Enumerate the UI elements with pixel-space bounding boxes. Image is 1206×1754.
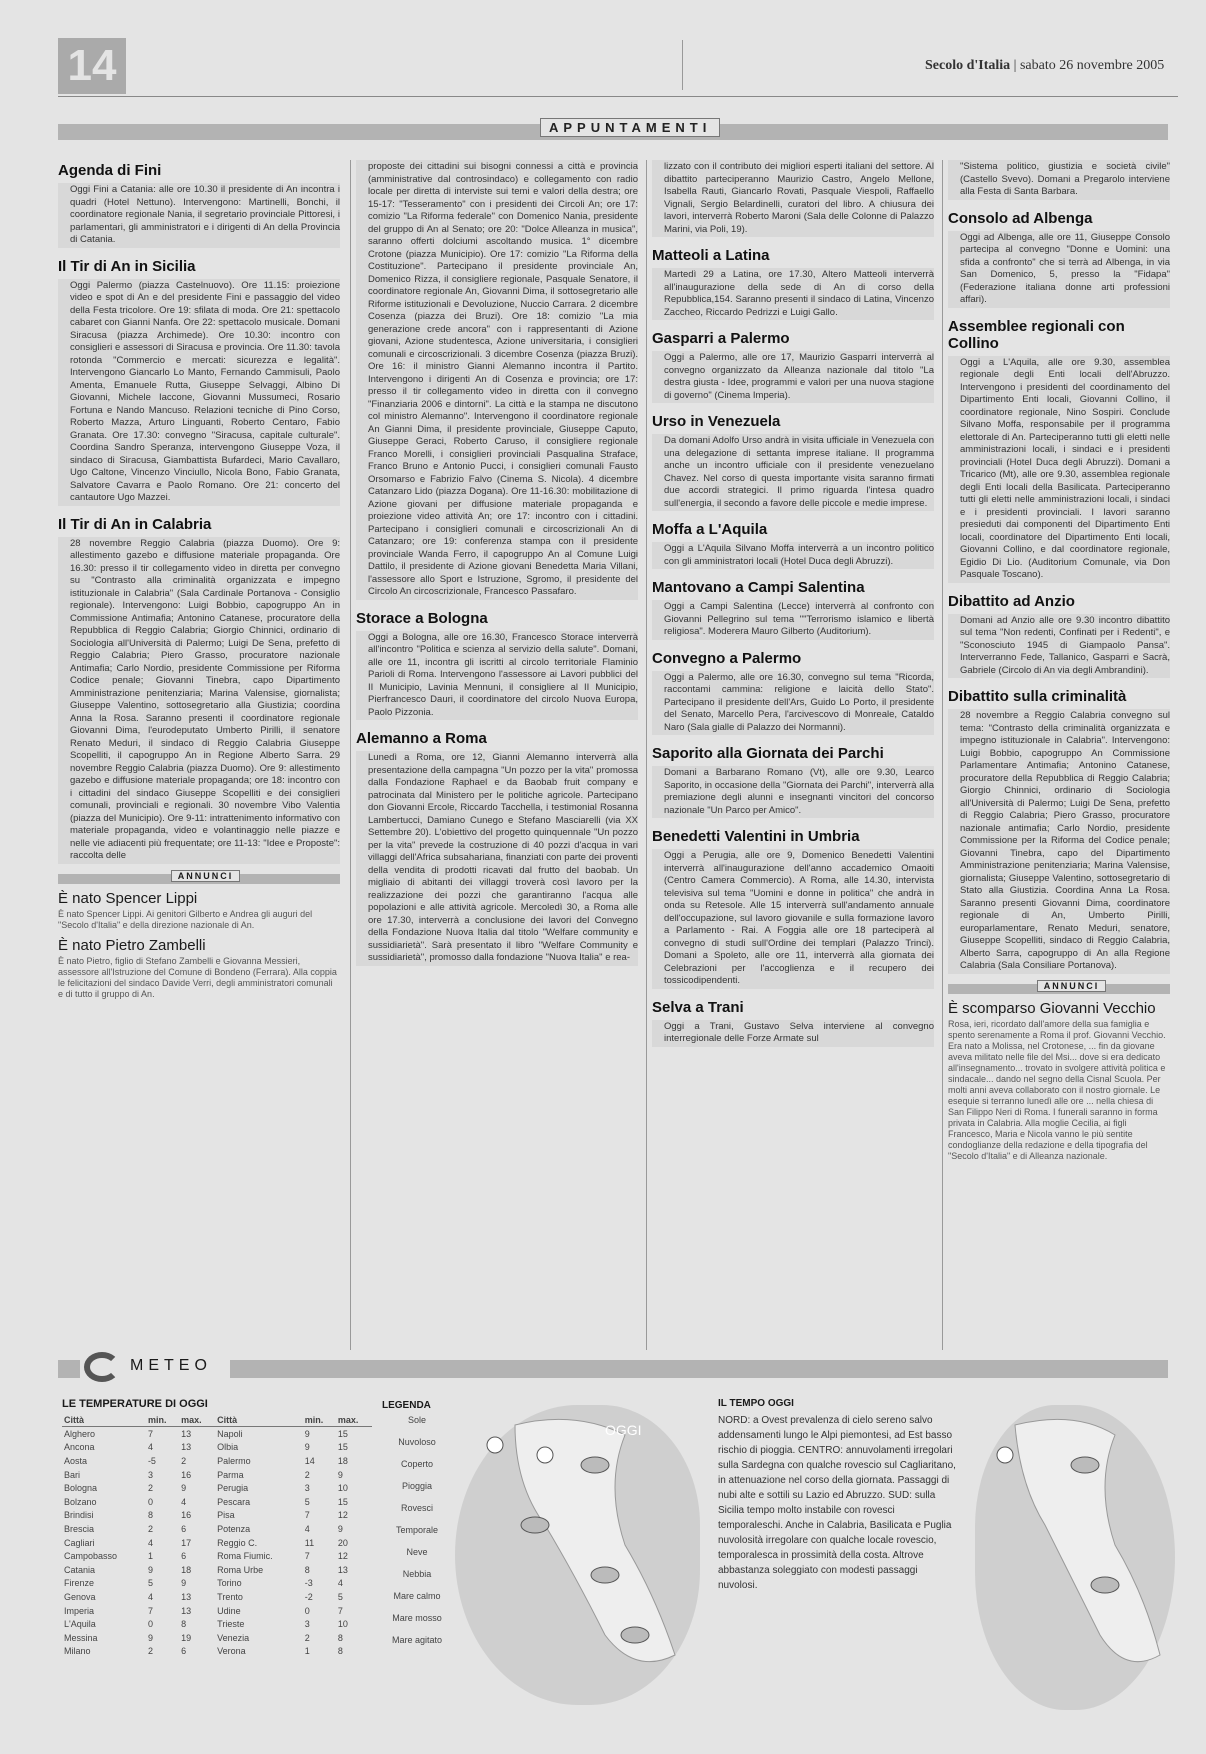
table-cell: -2 [304, 1591, 313, 1602]
article [948, 210, 1170, 308]
table-cell: 9 [147, 1564, 153, 1575]
section-title: APPUNTAMENTI [540, 118, 720, 137]
col-header: Città [215, 1414, 303, 1427]
table-cell: -5 [147, 1455, 156, 1466]
table-cell: 13 [181, 1591, 192, 1602]
article [652, 745, 934, 818]
table-cell: 4 [181, 1496, 187, 1507]
table-row [62, 1590, 372, 1604]
article-body: Oggi a Palermo, alle ore 16.30, convegno sul tema "Ricorda, raccontami cammina: religione e laicità dello Stato". Partecipano il presidente dell'Ars, Guido Lo Porto, il presidente del Senato, Marcello Pera, l'arcivescovo di Monreale, Cataldo Naro (Sala gialle di Palazzo dei Normanni). [652, 671, 934, 736]
table-cell: 9 [304, 1428, 310, 1439]
article-body: Oggi a Trani, Gustavo Selva interviene al convegno interregionale delle Forze Armate sul [652, 1020, 934, 1047]
legend-item: Sole [407, 1415, 426, 1425]
temperature-table [62, 1398, 372, 1658]
table-cell: 8 [147, 1510, 153, 1521]
article [652, 160, 934, 237]
legend-item: Neve [406, 1547, 428, 1557]
table-row [62, 1468, 372, 1482]
table-cell: 13 [181, 1428, 192, 1439]
table-cell: 0 [147, 1619, 153, 1630]
table-cell: 7 [304, 1551, 310, 1562]
table-cell: 8 [304, 1564, 310, 1575]
table-cell: Cagliari [64, 1537, 95, 1548]
article [652, 413, 934, 511]
announcement-body: Rosa, ieri, ricordato dall'amore della sua famiglia e spento serenamente a Roma il prof. Giovanni Vecchio. Era nato a Molissa, nel Crotonese, ... fin da giovane aveva militato nelle file del Msi... dove si era dedicato all'insegnamento... trovato in svolgere attività politica e sindacale... dando nel segno della Cisnal Scuola. Per molti anni aveva collaborato con il nostro giornale. Le esequie si terranno lunedì alle ore ... nella chiesa di San Filippo Neri di Roma. I funerali saranno in forma privata in Calabria. Alla moglie Cecilia, ai figli Francesco, Maria e Nicola vanno le più sentite condoglianze della redazione e della tipografia del "Secolo d'Italia" e di Alleanza nazionale. [948, 1018, 1166, 1161]
table-cell: Venezia [217, 1632, 250, 1643]
announcement [948, 1000, 1170, 1162]
table-cell: L'Aquila [64, 1619, 96, 1630]
table-cell: 3 [304, 1483, 310, 1494]
table-cell: Bari [64, 1469, 81, 1480]
article-title: Urso in Venezuela [652, 413, 781, 430]
table-cell: 12 [337, 1510, 348, 1521]
article [948, 688, 1170, 974]
legend-item: Mare mosso [392, 1613, 442, 1623]
table-cell: 2 [147, 1523, 153, 1534]
table-cell: 3 [304, 1619, 310, 1630]
article-body: Oggi a Perugia, alle ore 9, Domenico Benedetti Valentini interverrà all'inaugurazione dell'anno accademico Omaoiti (Centro Camera Commercio). A Roma, alle 14.30, intervista televisiva sul tema "Uomini e donne in politica" che andrà in onda su Retesole. Alle 15 interverrà sull'andamento annuale dell'occupazione, sul lavoro giovanile e sulla formazione lavoro a Parlamento - Rai. A Foggia alle ore 18 parteciperà al convegno di studi sull'Ordine dei templari (Palazzo Trinci). Domani a Spoleto, alle ore 11, interverrà alla giornata dei Celebrazioni per l'accoglienza e il recupero dei tossicodipendenti. [652, 849, 934, 989]
announcement-title: È nato Spencer Lippi [58, 889, 198, 907]
map-label: OGGI [605, 1422, 642, 1438]
table-cell: Reggio C. [217, 1537, 258, 1548]
table-cell: Perugia [217, 1483, 249, 1494]
table-cell: 4 [337, 1578, 343, 1589]
table-cell: 4 [147, 1442, 153, 1453]
table-row [62, 1481, 372, 1495]
table-cell: Bolzano [64, 1496, 97, 1507]
article [652, 650, 934, 736]
article [58, 516, 340, 864]
table-cell: 7 [304, 1510, 310, 1521]
article-body: Oggi a Bologna, alle ore 16.30, Francesco Storace interverrà all'incontro "Politica e scienza al servizio della salute". Domani, alle ore 11, incontra gli iscritti al circolo territoriale Flaminio Parioli di Roma. Intervengono l'assessore ai Lavori pubblici del II Municipio, Lavinia Mennuni, il consigliere al II Municipio, Pierfrancesco Dauri, il coordinatore del circolo Nuova Europa, Paolo Pizzonia. [356, 631, 638, 721]
announcements-bar [58, 870, 340, 884]
table-row [62, 1427, 372, 1441]
table-row [62, 1604, 372, 1618]
column-3 [652, 160, 934, 1057]
table-cell: 17 [181, 1537, 192, 1548]
article-title: Storace a Bologna [356, 609, 488, 627]
table-cell: Aosta [64, 1455, 88, 1466]
italy-weather-map [455, 1405, 700, 1705]
article-title: Dibattito sulla criminalità [948, 688, 1127, 705]
table-cell: 16 [181, 1510, 192, 1521]
temperature-title: LE TEMPERATURE DI OGGI [62, 1398, 208, 1410]
table-cell: Brescia [64, 1523, 95, 1534]
article [652, 247, 934, 320]
table-cell: 18 [337, 1455, 348, 1466]
article-title: Assemblee regionali con Collino [948, 317, 1125, 352]
legend-item: Temporale [395, 1525, 439, 1535]
cloud-icon [1071, 1457, 1099, 1473]
article-title: Mantovano a Campi Salentina [652, 579, 865, 596]
article [652, 521, 934, 569]
forecast-title: IL TEMPO OGGI [718, 1398, 794, 1409]
table-cell: Pisa [217, 1510, 235, 1521]
meteo-title: METEO [130, 1357, 212, 1374]
table-cell: 8 [337, 1632, 343, 1643]
legend-item: Rovesci [400, 1503, 433, 1513]
table-cell: Ancona [64, 1442, 95, 1453]
masthead: Secolo d'Italia | sabato 26 novembre 2005 [925, 58, 1165, 73]
article-body: Domani a Barbarano Romano (Vt), alle ore 9.30, Learco Saporito, in occasione della "Giornata dei Parchi", interverrà alla premiazione degli alunni e insegnanti vincitori del concorso nazionale "Un Parco per Amico". [652, 766, 934, 818]
table-cell: Udine [217, 1605, 241, 1616]
announcements-bar [948, 980, 1170, 994]
table-cell: 15 [337, 1442, 348, 1453]
column-1 [58, 160, 340, 1000]
table-cell: 13 [337, 1564, 348, 1575]
table-header-row [62, 1414, 372, 1427]
page-number: 14 [58, 38, 126, 94]
table-cell: Napoli [217, 1428, 243, 1439]
article-title: Gasparri a Palermo [652, 330, 790, 347]
header-divider [682, 40, 683, 90]
table-cell: 5 [337, 1591, 343, 1602]
table-cell: Bologna [64, 1483, 98, 1494]
table-cell: -3 [304, 1578, 313, 1589]
table-cell: 10 [337, 1483, 348, 1494]
article-body: proposte dei cittadini sui bisogni connessi a città e provincia (amministrative dal controsindaco) e collegamento con radio locale per diretta di interviste sui temi e valori della destra; ore 15-17: "Tesseramento" con i presidenti dei Circoli An; ore 17: comizio "La Riforma federale" con Domenico Nania, presidente del gruppo di An al Senato; ore 20: "Dolce Alleanza in musica", saranno offerti dolciumi ascoltando musica. 1° dicembre Crotone (piazza Municipio). Ore 17: comizio "La Riforma della Costituzione". Partecipano il presidente provinciale An, Domenico Rizza, il consigliere regionale, Pasquale Senatore, il coordinatore regionale An, Giovanni Dima, il sottosegretario alle Riforme istituzionali e Devoluzione, Nuccio Carrara. 2 dicembre Cosenza (piazza dei Bruzi). Ore 18: comizio "La mia generazione crede ancora" con i rappresentanti di Azione giovani, Azione studentesca, Azione universitaria, i consiglieri comunali e circoscrizionali. 3 dicembre Cosenza (piazza Bruzi). Ore 16: il ministro Gianni Alemanno incontra il Partito. Intervengono i dirigenti An di Cosenza e provincia; ore 17: presso il tir collegamento video in diretta con il convegno "Finanziaria 2006 e dintorni". La città e la stampa ne discutono col ministro Alemanno". Intervengono il coordinatore regionale An Gianni Dima, il presidente provinciale, Giuseppe Caputo, Giuseppe Geraci, Roberto Caruso, il consigliere regionale Franco Morelli, i consiglieri provinciali Pasqualina Straface, Franco Bruno e Antonio Pucci, i consiglieri comunali Fausto Orsomarso e Fabrizio Falvo (Cinema S. Nicola). 4 dicembre Catanzaro Lido (piazza Dogana). Ore 11-16.30: mobilitazione di Azione giovani per diffusione materiale propaganda e proiezione video attività An; ore 17: incontro con i cittadini. Partecipano i consiglieri comunali e circoscrizionali An di Catanzaro; ore 19: conferenza stampa con il presidente provinciale Wanda Ferro, il capogruppo An al Comune Luigi Dattilo, il presidente di Azione giovani Benedetta Maria Villani, l'assessore allo Sport e Istruzione, Sgromo, il presidente del Circolo An circoscrizionale, Francesco Passafaro. [356, 160, 638, 600]
article-title: Agenda di Fini [58, 162, 162, 179]
table-cell: 9 [304, 1442, 310, 1453]
announcement-title: È scomparso Giovanni Vecchio [948, 999, 1156, 1017]
col-header: max. [179, 1414, 215, 1427]
table-cell: 2 [304, 1632, 310, 1643]
article [356, 160, 638, 600]
rain-cloud-icon [1091, 1577, 1119, 1593]
table-cell: Pescara [217, 1496, 251, 1507]
legend-item: Mare agitato [391, 1635, 443, 1645]
column-2 [356, 160, 638, 976]
table-cell: Trieste [217, 1619, 245, 1630]
article [948, 160, 1170, 200]
table-row [62, 1549, 372, 1563]
table-cell: 9 [181, 1578, 187, 1589]
table-cell: 2 [304, 1469, 310, 1480]
announcement-body: È nato Pietro, figlio di Stefano Zambelli e Giovanna Messieri, assessore all'Istruzione del Comune di Bondeno (Ferrara). Alla coppia le felicitazioni del sindaco Davide Verri, degli amministratori comunali e di tutto il gruppo di An. [58, 955, 337, 999]
table-row [62, 1645, 372, 1659]
table-cell: 6 [181, 1646, 187, 1657]
article-body: lizzato con il contributo dei migliori esperti italiani del settore. Al dibattito parteciperanno Maurizio Castro, Angelo Mellone, Isabella Rauti, Giancarlo Rovati, Pasquale Viespoli, Raffaello Vignali, Sergio Belardinelli, curatori del libro. A chiusura dei lavori, interverrà Roberto Maroni (Sala delle Colonne di Palazzo Marini, via Poli, 19). [652, 160, 934, 237]
italy-outline [1015, 1419, 1160, 1661]
col-header: min. [146, 1414, 179, 1427]
table-cell: 6 [181, 1551, 187, 1562]
col-header: min. [303, 1414, 336, 1427]
column-4 [948, 160, 1170, 1162]
legend-item: Mare calmo [393, 1591, 441, 1601]
table-cell: Brindisi [64, 1510, 94, 1521]
table-cell: 1 [304, 1646, 310, 1657]
article-body: Lunedì a Roma, ore 12, Gianni Alemanno interverrà alla presentazione della campagna "Un pozzo per la vita" promossa dalla Fondazione Raphael e da Baobab fruit company e patrocinata dal Ministero per le politiche agricole. Partecipano don Giovanni Ercole, Riccardo Tacchella, i testimonial Rosanna Lambertucci, Damiano Cunego e Stefano Masciarelli (via XX Settembre 20). L'obiettivo del progetto quinquennale "Un pozzo per la vita" prevede la costruzione di 40 pozzi d'acqua in vari villaggi dell'Africa subsahariana, finanziati con parte dei proventi della vendita di prodotti ricavati dal frutto del baobab. Un migliaio di abitanti dei villaggi troverà così lavoro per la realizzazione dei pozzi che garantiranno l'acqua alle popolazioni e alle attività agricole. Mercoledì 30, a Roma alle ore 17.30, interverrà a conclusione dei lavori del Convegno della Fondazione Nuova Italia dal titolo "Welfare community e sussidiarietà". Sarà presentato il libro "Welfare Community e sussidiarietà", promosso dalla fondazione "Nuova Italia" e rea- [356, 751, 638, 966]
table-cell: 13 [181, 1605, 192, 1616]
table-cell: Verona [217, 1646, 246, 1657]
table-row [62, 1617, 372, 1631]
legend-item: Pioggia [401, 1481, 433, 1491]
table-row [62, 1563, 372, 1577]
table-cell: 7 [147, 1605, 153, 1616]
temperature-grid [62, 1414, 372, 1658]
weather-legend [382, 1400, 452, 1657]
legend-title: LEGENDA [382, 1400, 431, 1411]
article [58, 258, 340, 506]
table-cell: 5 [304, 1496, 310, 1507]
table-cell: 18 [181, 1564, 192, 1575]
article-body: Oggi a Palermo, alle ore 17, Maurizio Gasparri interverrà al convegno organizzato da Alleanza nazionale dal titolo "La destra giusta - Idee, programmi e valori per una nuova stagione di governo" (Cinema Imperia). [652, 351, 934, 403]
table-cell: Milano [64, 1646, 91, 1657]
column-rule-3 [942, 160, 943, 1350]
table-cell: 7 [147, 1428, 153, 1439]
table-row [62, 1631, 372, 1645]
article-body: Oggi a L'Aquila Silvano Moffa interverrà a un incontro politico con gli amministratori locali (Hotel Duca degli Abruzzi). [652, 542, 934, 569]
table-cell: 4 [147, 1537, 153, 1548]
table-cell: 9 [337, 1469, 343, 1480]
announcement-body: È nato Spencer Lippi. Ai genitori Gilberto e Andrea gli auguri del "Secolo d'Italia" e della direzione nazionale di An. [58, 908, 313, 930]
article-title: Dibattito ad Anzio [948, 592, 1075, 610]
article-body: "Sistema politico, giustizia e società civile" (Castello Svevo). Domani a Pregarolo interviene alla Festa di Santa Barbara. [948, 160, 1170, 200]
table-cell: Firenze [64, 1578, 95, 1589]
table-cell: 0 [304, 1605, 310, 1616]
weather-sun-icon [84, 1352, 120, 1382]
table-row [62, 1509, 372, 1523]
article [58, 162, 340, 248]
table-cell: 7 [337, 1605, 343, 1616]
temperature-rows [62, 1427, 372, 1659]
announcement-title: È nato Pietro Zambelli [58, 936, 206, 954]
announcement [58, 890, 340, 931]
table-cell: 9 [147, 1632, 153, 1643]
article-body: Oggi a L'Aquila, alle ore 9.30, assemblea regionale degli Enti locali dell'Abruzzo. Intervengono i presidenti del coordinamento del Dipartimento Enti locali, Giovanni Collino, il coordinatore regionale, Nino Sospiri. Conclude Silvano Moffa, responsabile per il programma elettorale di An. Parteciperanno tutti gli eletti nelle amministrazioni locali, i sindaci e i presidenti provinciali (Hotel Duca degli Abruzzi). Domani a Tricarico (Mt), alle ore 9.30, assemblea regionale degli Enti locali della Basilicata. Parteciperanno tutti gli eletti nelle amministrazioni locali, i sindaci e i presidenti provinciali. I lavori saranno presieduti dai componenti del Dipartimento Enti locali, coordinatore del Dipartimento Enti locali, Giovanni Collino, e dal coordinatore regionale, Egidio Di Lio. (Auditorium Comunale, via Don Pasquale Toscano). [948, 356, 1170, 583]
cloud-icon [581, 1457, 609, 1473]
article-body: Oggi Fini a Catania: alle ore 10.30 il presidente di An incontra i quadri (Hotel Nettuno). Intervengono: Martinelli, Bonchi, il coordinatore regionale Nania, il segretario provinciale Pittoresi, i parlamentari, gli amministratori e i dirigenti di An della Provincia di Catania. [58, 183, 340, 248]
table-cell: 3 [147, 1469, 153, 1480]
italy-weather-map-2 [975, 1405, 1175, 1710]
article-body: Oggi Palermo (piazza Castelnuovo). Ore 11.15: proiezione video e spot di An e del presidente Fini e passaggio del video della Festa tricolore. Ore 19: sfilata di moda. Ore 21: spettacolo cabaret con Gianni Nanfa. Ore 22: spettacolo musicale. Domani Siracusa (piazza Archimede). Ore 10.30: incontro con consiglieri e assessori di Siracusa e provincia. Ore 11.30: tavola rotonda "Commercio e mercati: sicurezza e legalità". Intervengono Giancarlo Lo Manto, Fernando Cammisuli, Paolo Amenta, Emanuele Rutta, Giuseppe Selvaggi, Albino Di Giovanni, Michele Iaccone, Giovanni Mussumeci, Rosario Fortuna e Nando Mancuso. Relazioni tecniche di Pino Corso, Roberto Mazza, Arturo Linguanti, Roberto Centaro, Fabio Granata. Ore 17.30: convegno "Siracusa, capitale culturale". Coordina Sandro Speranza, intervengono Giuseppe Voza, il sindaco di Siracusa, Giambattista Bufardeci, Mario Cavallaro, Ugo Caltone, Vincenzo Vinciullo, Nicola Bono, Fabio Granata, Salvatore Cavarra e Paolo Romano. Ore 21: concerto del cantautore Ugo Mazzei. [58, 279, 340, 506]
table-cell: 9 [181, 1483, 187, 1494]
article-body: Martedì 29 a Latina, ore 17.30, Altero Matteoli interverrà all'inaugurazione della sede di An di corso della Repubblica,154. Saranno presenti il sindaco di Latina, Vincenzo Zaccheo, Riccardo Pedrizzi e Luigi Gallo. [652, 268, 934, 320]
table-cell: 4 [147, 1591, 153, 1602]
rain-cloud-icon [591, 1567, 619, 1583]
table-cell: Catania [64, 1564, 96, 1575]
article [948, 593, 1170, 679]
article [652, 828, 934, 989]
table-cell: 16 [181, 1469, 192, 1480]
table-cell: 0 [147, 1496, 153, 1507]
table-cell: 4 [304, 1523, 310, 1534]
legend-items [382, 1415, 452, 1657]
column-rule-2 [646, 160, 647, 1350]
table-cell: Roma Fiumic. [217, 1551, 273, 1562]
table-cell: 14 [304, 1455, 315, 1466]
table-cell: 12 [337, 1551, 348, 1562]
article [948, 318, 1170, 583]
paper-name: Secolo d'Italia [925, 58, 1011, 73]
article-body: Domani ad Anzio alle ore 9.30 incontro dibattito sul tema "Non redenti, Confinati per i Redenti", e "Sconosciuto 1945 di Giampaolo Pansa". Interverranno Fede, Tallanico, Gasparri e Sacrà, Gabriele (Circolo di An via degli Ambrandini). [948, 614, 1170, 679]
issue-date: sabato 26 novembre 2005 [1019, 58, 1165, 73]
forecast-text: NORD: a Ovest prevalenza di cielo sereno salvo addensamenti lungo le Alpi piemontesi, ad Est basso rischio di pioggia. CENTRO: annuvolamenti irregolari sulla Sardegna con qualche rovescio sul Cagliaritano, in attenuazione nel corso della giornata. Passaggi di nubi alte e sottili su Lazio ed Abruzzo. SUD: sulla Sicilia tempo molto instabile con rovesci temporaleschi. Anche in Calabria, Basilicata e Puglia nuvolosità irregolare con qualche locale rovescio, temporalesca in prossimità della costa. Altrove abbastanza soleggiato con modesti passaggi nuvolosi. [718, 1415, 956, 1591]
table-cell: Alghero [64, 1428, 96, 1439]
table-cell: 2 [181, 1455, 187, 1466]
table-cell: 11 [304, 1537, 315, 1548]
sun-icon [997, 1447, 1013, 1463]
article-body: Oggi a Campi Salentina (Lecce) interverrà al confronto con Giovanni Pellegrino sul tema ""Terrorismo islamico e libertà religiosa". Moderera Mauro Gilberto (Auditorium). [652, 600, 934, 640]
article-body: 28 novembre Reggio Calabria (piazza Duomo). Ore 9: allestimento gazebo e diffusione materiale propaganda. Ore 16.30: presso il tir collegamento video in diretta per convegno su "Contrasto alla criminalità organizzata e impegno istituzionale in Calabria" (Sala Cardinale Portanova - Consiglio regionale). Intervengono: Luigi Bobbio, capogruppo An in Commissione Antimafia; Antonino Catanese, procuratore della Repubblica di Reggio Calabria; Giorgio Chinnici, ordinario di Sociologia all'Università di Palermo; Luigi De Sena, prefetto di Reggio Calabria; Piero Grasso, procuratore nazionale Antimafia; Carlo Nordio, presidente Commissione per Riforma Codice penale; Giovanni Tinebra, capo Dipartimento Amministrazione penitenziaria; Marina Valensise, giornalista; Giuseppe Valentino, sottosegretario alla Giustizia; coordina Anna la Rosa. Saranno presenti il coordinatore regionale Giovanni Dima, l'eurodeputato Umberto Pirilli, il senatore Renato Meduri, il sindaco di Reggio Calabria Giuseppe Scopelliti, il capogruppo An in Regione Alberto Sarra. 29 novembre Reggio Calabria (piazza Duomo). Ore 9: allestimento gazebo e diffusione materiale propaganda; ore 18: incontro con i cittadini del sindaco Giuseppe Scopelliti e dei consiglieri comunali, provinciali e regionali. 30 novembre Vibo Valentia (piazza del Municipio). Ore 9-11: intrattenimento informativo con materiale propaganda, video e volantinaggio nelle piazze e nelle vie adiacenti più frequentate; ore 11-13: "Idee e Proposte": raccolta delle [58, 537, 340, 864]
article-title: Moffa a L'Aquila [652, 521, 768, 538]
announcement [58, 937, 340, 1000]
table-cell: 19 [181, 1632, 192, 1643]
article-title: Il Tir di An in Calabria [58, 515, 212, 533]
table-cell: Roma Urbe [217, 1564, 264, 1575]
announcements-label: ANNUNCI [1037, 980, 1107, 992]
weather-map-2-svg [975, 1405, 1175, 1710]
table-cell: 13 [181, 1442, 192, 1453]
cloud-icon [521, 1517, 549, 1533]
announcements-label: ANNUNCI [171, 870, 241, 882]
article-body: 28 novembre a Reggio Calabria convegno sul tema: "Contrasto della criminalità organizzata e impegno istituzionale in Calabria". Intervengono: Luigi Bobbio, capogruppo An Commissione Parlamentare Antimafia; Antonino Catanese, procuratore della Repubblica di Reggio Calabria; Giorgio Chinnici, ordinario di Sociologia all'Università di Palermo; Luigi De Sena, prefetto di Reggio Calabria; Piero Grasso, procuratore nazionale antimafia; Carlo Nordio, presidente Commissione per la Riforma del Codice penale; Giovanni Tinebra, capo del Dipartimento Amministrazione penitenziaria; Marina Valensise, giornalista; Giuseppe Valentino, sottosegretario di Stato alla Giustizia. Coordina Anna La Rosa. Saranno presenti Giovanni Dima, coordinatore regionale di An, Umberto Pirilli, europarlamentare, Renato Meduri, senatore, Giuseppe Scopelliti, sindaco di Reggio Calabria, Alberto Sarra, capogruppo di An alla Regione Calabria (Sala Consiliare Portanova). [948, 709, 1170, 974]
table-cell: Trento [217, 1591, 243, 1602]
article-title: Benedetti Valentini in Umbria [652, 828, 860, 845]
table-cell: Torino [217, 1578, 242, 1589]
table-cell: 8 [181, 1619, 187, 1630]
table-row [62, 1441, 372, 1455]
article [356, 730, 638, 966]
article-title: Consolo ad Albenga [948, 209, 1093, 227]
table-cell: Messina [64, 1632, 98, 1643]
table-row [62, 1577, 372, 1591]
sun-icon [487, 1437, 503, 1453]
table-cell: 8 [337, 1646, 343, 1657]
table-row [62, 1495, 372, 1509]
table-cell: 5 [147, 1578, 153, 1589]
table-cell: 2 [147, 1646, 153, 1657]
col-header: Città [62, 1414, 146, 1427]
meteo-logo [80, 1348, 230, 1386]
table-cell: Palermo [217, 1455, 251, 1466]
legend-item: Nuvoloso [398, 1437, 436, 1447]
article [652, 330, 934, 403]
col-header: max. [336, 1414, 372, 1427]
section-bar [58, 120, 1168, 140]
table-cell: Genova [64, 1591, 96, 1602]
article-body: Da domani Adolfo Urso andrà in visita ufficiale in Venezuela con una delegazione di settanta imprese italiane. Il programma anche un incontro ufficiale con il presidente venezuelano Chavez. Nel corso di questa importante visita saranno firmati due accordi strategici. Il primo riguarda l'intesa quadro sull'energia, il secondo a favore delle piccole e medie imprese. [652, 434, 934, 511]
forecast-box [718, 1398, 958, 1593]
article [652, 579, 934, 640]
table-cell: 1 [147, 1551, 153, 1562]
table-cell: 15 [337, 1428, 348, 1439]
header-rule [58, 96, 1178, 97]
table-cell: 15 [337, 1496, 348, 1507]
table-cell: Olbia [217, 1442, 239, 1453]
legend-item: Coperto [400, 1459, 434, 1469]
table-cell: Parma [217, 1469, 244, 1480]
storm-cloud-icon [621, 1627, 649, 1643]
article-title: Il Tir di An in Sicilia [58, 257, 196, 275]
article-title: Convegno a Palermo [652, 649, 802, 667]
table-cell: 9 [337, 1523, 343, 1534]
table-cell: 20 [337, 1537, 348, 1548]
table-row [62, 1536, 372, 1550]
article-body: Oggi ad Albenga, alle ore 11, Giuseppe Consolo partecipa al convegno "Donne e Uomini: una sfida a confronto" che si terrà ad Albenga, in via San Domenico, 5, presso la "Fidapa" (Federazione italiana donne arti professioni affari). [948, 231, 1170, 308]
column-rule-1 [350, 160, 351, 1350]
article-title: Alemanno a Roma [356, 730, 487, 747]
table-cell: Potenza [217, 1523, 251, 1534]
sun-icon [537, 1447, 553, 1463]
table-row [62, 1454, 372, 1468]
article-title: Saporito alla Giornata dei Parchi [652, 745, 884, 762]
article [356, 610, 638, 721]
article [652, 999, 934, 1047]
table-row [62, 1522, 372, 1536]
table-cell: 10 [337, 1619, 348, 1630]
table-cell: 6 [181, 1523, 187, 1534]
table-cell: Imperia [64, 1605, 95, 1616]
article-title: Matteoli a Latina [652, 247, 770, 264]
legend-item: Nebbia [402, 1569, 432, 1579]
weather-map-svg [455, 1405, 700, 1705]
table-cell: 2 [147, 1483, 153, 1494]
table-cell: Campobasso [64, 1551, 118, 1562]
article-title: Selva a Trani [652, 998, 744, 1016]
